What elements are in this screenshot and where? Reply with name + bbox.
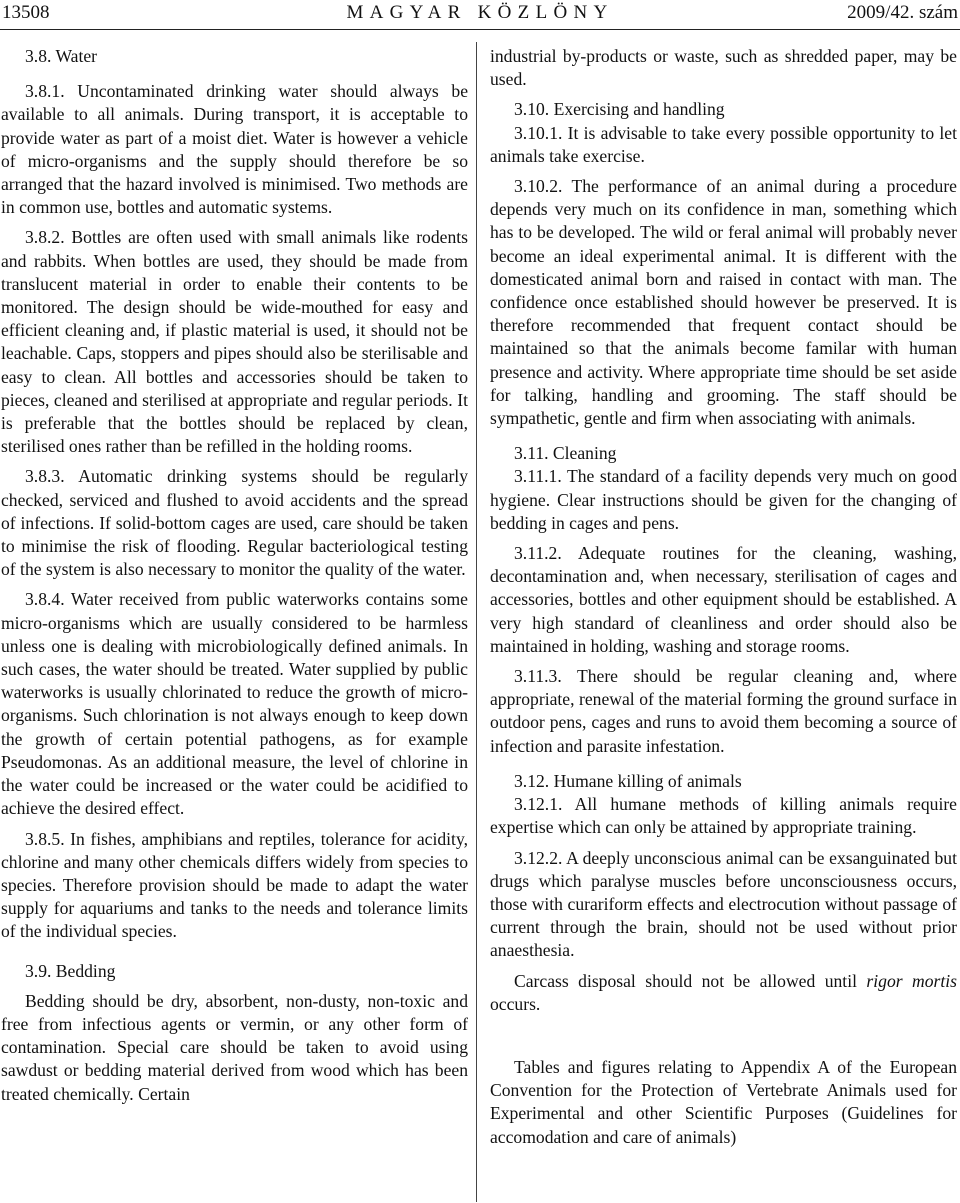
paragraph-3-11-3: 3.11.3. There should be regular cleaning and, where appropriate, renewal of the material forming the ground surface in outdoor pens, cages and runs to avoid them becoming a source of infection and parasite infestation.	[490, 666, 957, 756]
column-divider	[476, 42, 477, 1202]
paragraph-carcass-disposal	[490, 970, 957, 1016]
paragraph-3-12-2: 3.12.2. A deeply unconscious animal can be exsanguinated but drugs which paralyse muscles before unconsciousness occurs, those with curariform effects and electrocution without passage of current through the brain, should not be used without prior anaesthesia.	[490, 847, 957, 961]
paragraph-3-8-4: 3.8.4. Water received from public waterworks contains some micro-organisms which are usually considered to be harmless unless one is dealing with microbiologically defined animals. In such cases, the water should be treated. Water supplied by public waterworks is usually chlorinated to reduce the growth of micro-organisms. Such chlorination is not always enough to keep down the growth of certain potential pathogens, as for example Pseudomonas. As an additional measure, the level of chlorine in the water could be increased or the water could be acidified to achieve the desired effect.	[1, 589, 468, 819]
section-heading-3-8: 3.8. Water	[25, 46, 98, 66]
paragraph-3-9: Bedding should be dry, absorbent, non-dusty, non-toxic and free from infectious agents or vermin, or any other form of contamination. Special care should be taken to avoid using sawdust or bedding material derived from wood which has been treated chemically. Certain	[1, 990, 468, 1104]
paragraph-3-11-2: 3.11.2. Adequate routines for the cleaning, washing, decontamination and, when necessary, sterilisation of cages and accessories, bottles and other equipment should be established. A very high standard of cleanliness and order should also be maintained in holding, washing and storage rooms.	[490, 543, 957, 656]
paragraph-3-10-1: 3.10.1. It is advisable to take every possible opportunity to let animals take exercise.	[490, 122, 957, 166]
section-heading-3-10: 3.10. Exercising and handling	[514, 99, 725, 120]
issue-number: 2009/42. szám	[847, 2, 958, 23]
paragraph-tables-appendix: Tables and figures relating to Appendix A of the European Convention for the Protection of Vertebrate Animals used for Experimental and other Scientific Purposes (Guidelines for accomodation and care of animals)	[490, 1056, 957, 1147]
paragraph-3-8-1: 3.8.1. Uncontaminated drinking water should always be available to all animals. During transport, it is acceptable to provide water as part of a moist diet. Water is however a vehicle of micro-organisms and the supply should therefore be so arranged that the hazard involved is minimised. Two methods are in common use, bottles and automatic systems.	[1, 81, 468, 218]
section-heading-3-12: 3.12. Humane killing of animals	[514, 770, 742, 791]
section-heading-3-11: 3.11. Cleaning	[514, 443, 617, 464]
paragraph-3-8-2: 3.8.2. Bottles are often used with small animals like rodents and rabbits. When bottles are used, they should be made from translucent material in order to enable their contents to be monitored. The design should be wide-mouthed for easy and efficient cleaning and, if plastic material is used, it should not be leachable. Caps, stoppers and pipes should also be sterilisable and easy to clean. All bottles and accessories should be taken to pieces, cleaned and sterilised at appropriate and regular periods. It is preferable that the bottles should be replaced by clean, sterilised ones rather than be refilled in the holding rooms.	[1, 227, 468, 457]
carcass-text-end: occurs.	[490, 993, 541, 1014]
carcass-text-start: Carcass disposal should not be allowed until	[514, 970, 867, 991]
paragraph-3-11-1: 3.11.1. The standard of a facility depends very much on good hygiene. Clear instructions should be given for the changing of bedding in cages and pens.	[490, 466, 957, 533]
carcass-text-italic: rigor mortis	[866, 970, 958, 991]
journal-title: MAGYAR KÖZLÖNY	[346, 2, 614, 23]
page-number: 13508	[2, 2, 50, 23]
paragraph-3-10-2: 3.10.2. The performance of an animal during a procedure depends very much on its confidence in man, something which has to be developed. The wild or feral animal will probably never become an ideal experimental animal. It is different with the domesticated animal born and raised in contact with man. The confidence once established should however be preserved. It is therefore recommended that frequent contact should be maintained so that the animals become familar with human presence and activity. Where appropriate time should be set aside for talking, handling and grooming. The staff should be sympathetic, gentle and firm when associating with animals.	[490, 176, 957, 429]
paragraph-3-8-3: 3.8.3. Automatic drinking systems should be regularly checked, serviced and flushed to avoid accidents and the spread of infections. If solid-bottom cages are used, care should be taken to minimise the risk of flooding. Regular bacteriological testing of the system is also necessary to monitor the quality of the water.	[1, 466, 468, 580]
paragraph-3-8-5: 3.8.5. In fishes, amphibians and reptiles, tolerance for acidity, chlorine and many other chemicals differs widely from species to species. Therefore provision should be made to adapt the water supply for aquariums and tanks to the needs and tolerance limits of the individual species.	[1, 828, 468, 942]
header-rule	[0, 29, 960, 30]
right-column	[490, 45, 957, 1149]
left-column	[1, 45, 468, 1106]
paragraph-3-12-1: 3.12.1. All humane methods of killing animals require expertise which can only be attained by appropriate training.	[490, 794, 957, 838]
page-header	[0, 0, 960, 28]
section-heading-3-9: 3.9. Bedding	[25, 960, 116, 981]
paragraph-3-9-continued: industrial by-products or waste, such as shredded paper, may be used.	[490, 46, 957, 90]
